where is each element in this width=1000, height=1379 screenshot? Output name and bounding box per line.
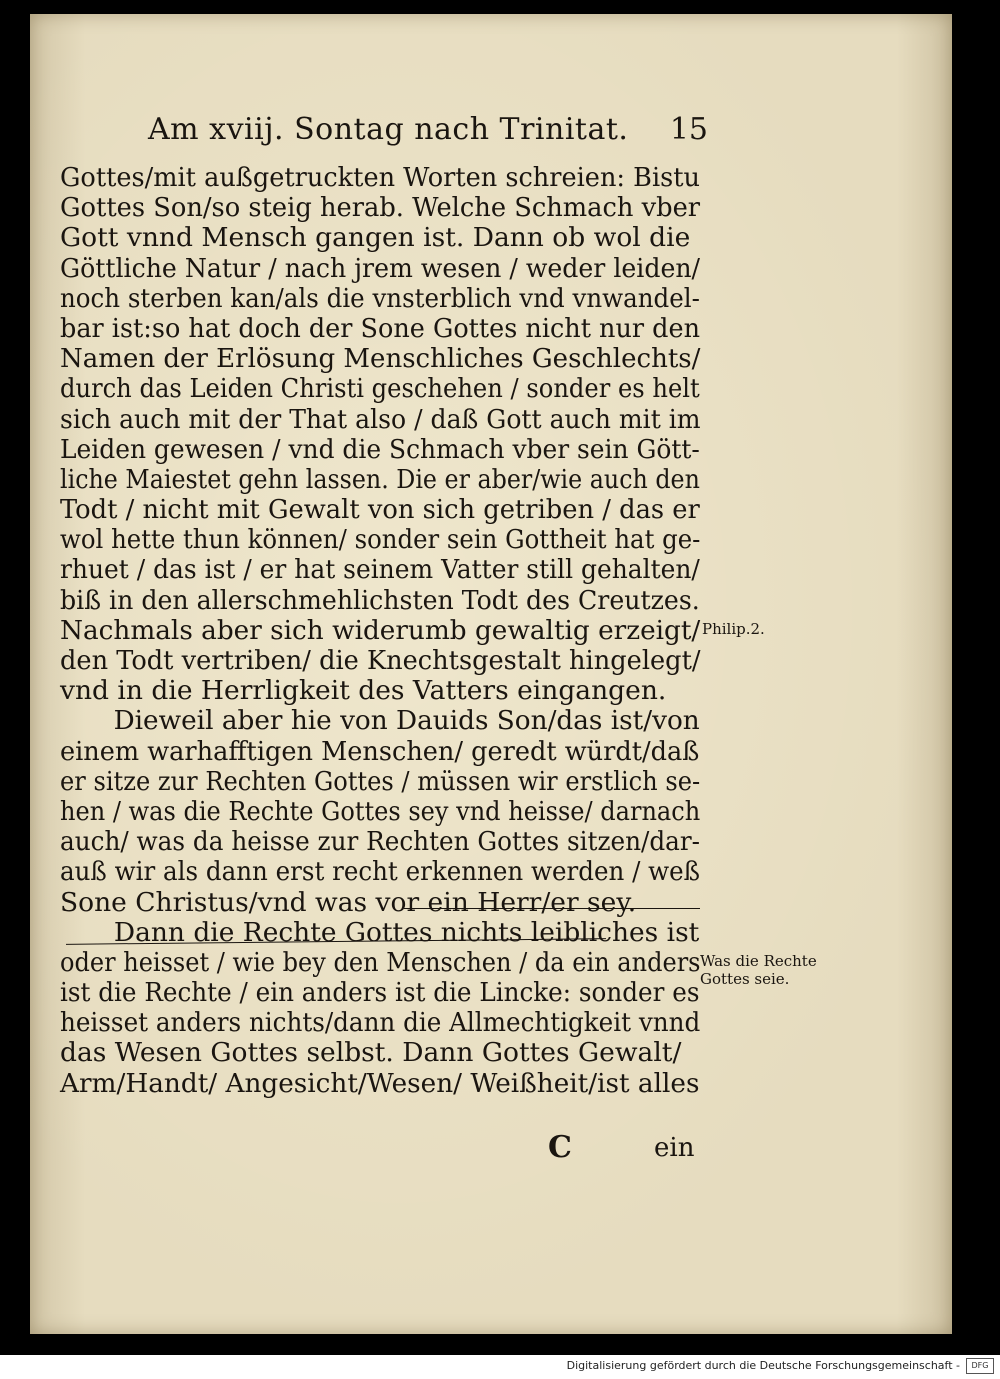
text-line: heisset anders nichts/dann die Allmechtigkeit vnnd bbox=[60, 1007, 701, 1039]
text-line: oder heisset / wie bey den Menschen / da ein anders bbox=[60, 946, 701, 978]
catchword-row bbox=[60, 1132, 700, 1164]
marginal-note-rechte bbox=[700, 952, 817, 988]
text-line: ist die Rechte / ein anders ist die Lincke: sonder es bbox=[60, 977, 700, 1009]
funding-credit: Digitalisierung gefördert durch die Deutsche Forschungsgemeinschaft - bbox=[566, 1359, 960, 1372]
dfg-logo: DFG bbox=[966, 1358, 994, 1374]
text-line: durch das Leiden Christi geschehen / sonder es helt bbox=[60, 373, 700, 405]
text-line: Nachmals aber sich widerumb gewaltig erzeigt/ bbox=[60, 614, 701, 646]
text-line: sich auch mit der That also / daß Gott auch mit im bbox=[60, 403, 701, 435]
text-line: Sone Christus/vnd was vor ein Herr/er sey. bbox=[60, 886, 637, 918]
signature-mark: C bbox=[548, 1130, 572, 1165]
manuscript-underline bbox=[404, 908, 700, 909]
body-text bbox=[60, 163, 700, 1099]
text-line: noch sterben kan/als die vnsterblich vnd vnwandel- bbox=[60, 282, 700, 314]
text-line: hen / was die Rechte Gottes sey vnd heisse/ darnach bbox=[60, 795, 701, 827]
text-line: er sitze zur Rechten Gottes / müssen wir erstlich se- bbox=[60, 765, 701, 797]
text-line: rhuet / das ist / er hat seinem Vatter still gehalten/ bbox=[60, 554, 700, 586]
text-line: Todt / nicht mit Gewalt von sich getriben / das er bbox=[60, 494, 700, 526]
text-line: Leiden gewesen / vnd die Schmach vber sein Gött- bbox=[60, 433, 700, 465]
text-line: das Wesen Gottes selbst. Dann Gottes Gewalt/ bbox=[60, 1037, 682, 1069]
catchword: ein bbox=[654, 1133, 695, 1163]
marginal-note-line: Gottes seie. bbox=[700, 970, 790, 988]
text-line: wol hette thun können/ sonder sein Gottheit hat ge- bbox=[60, 524, 701, 556]
running-head-title: Am xviij. Sontag nach Trinitat. bbox=[148, 112, 629, 147]
text-line: den Todt vertriben/ die Knechtsgestalt hingelegt/ bbox=[60, 645, 701, 676]
text-line: Gottes Son/so steig herab. Welche Schmach vber bbox=[60, 192, 701, 224]
text-line: Gottes/mit außgetruckten Worten schreien: Bistu bbox=[60, 162, 701, 193]
text-line: auch/ was da heisse zur Rechten Gottes sitzen/dar- bbox=[60, 826, 701, 858]
text-line: Arm/Handt/ Angesicht/Wesen/ Weißheit/ist alles bbox=[60, 1067, 700, 1099]
text-line: bar ist:so hat doch der Sone Gottes nicht nur den bbox=[60, 312, 701, 344]
footer-bar bbox=[0, 1355, 1000, 1379]
text-line: Namen der Erlösung Menschliches Geschlechts/ bbox=[60, 343, 701, 375]
text-line: biß in den allerschmehlichsten Todt des Creutzes. bbox=[60, 584, 700, 616]
text-line: Gott vnnd Mensch gangen ist. Dann ob wol die bbox=[60, 222, 691, 254]
text-line: Göttliche Natur / nach jrem wesen / weder leiden/ bbox=[60, 252, 701, 284]
folio-number: 15 bbox=[669, 112, 708, 147]
text-line: Dieweil aber hie von Dauids Son/das ist/von bbox=[113, 705, 700, 737]
text-line: Dann die Rechte Gottes nichts leibliches ist bbox=[113, 916, 700, 948]
marginal-note-philip: Philip.2. bbox=[702, 620, 765, 638]
text-line: einem warhafftigen Menschen/ geredt würdt/daß bbox=[60, 735, 700, 767]
text-line: auß wir als dann erst recht erkennen werden / weß bbox=[60, 856, 701, 888]
marginal-note-line: Was die Rechte bbox=[700, 952, 817, 970]
text-line: liche Maiestet gehn lassen. Die er aber/wie auch den bbox=[60, 463, 700, 495]
text-line: vnd in die Herrligkeit des Vatters eingangen. bbox=[60, 675, 667, 707]
